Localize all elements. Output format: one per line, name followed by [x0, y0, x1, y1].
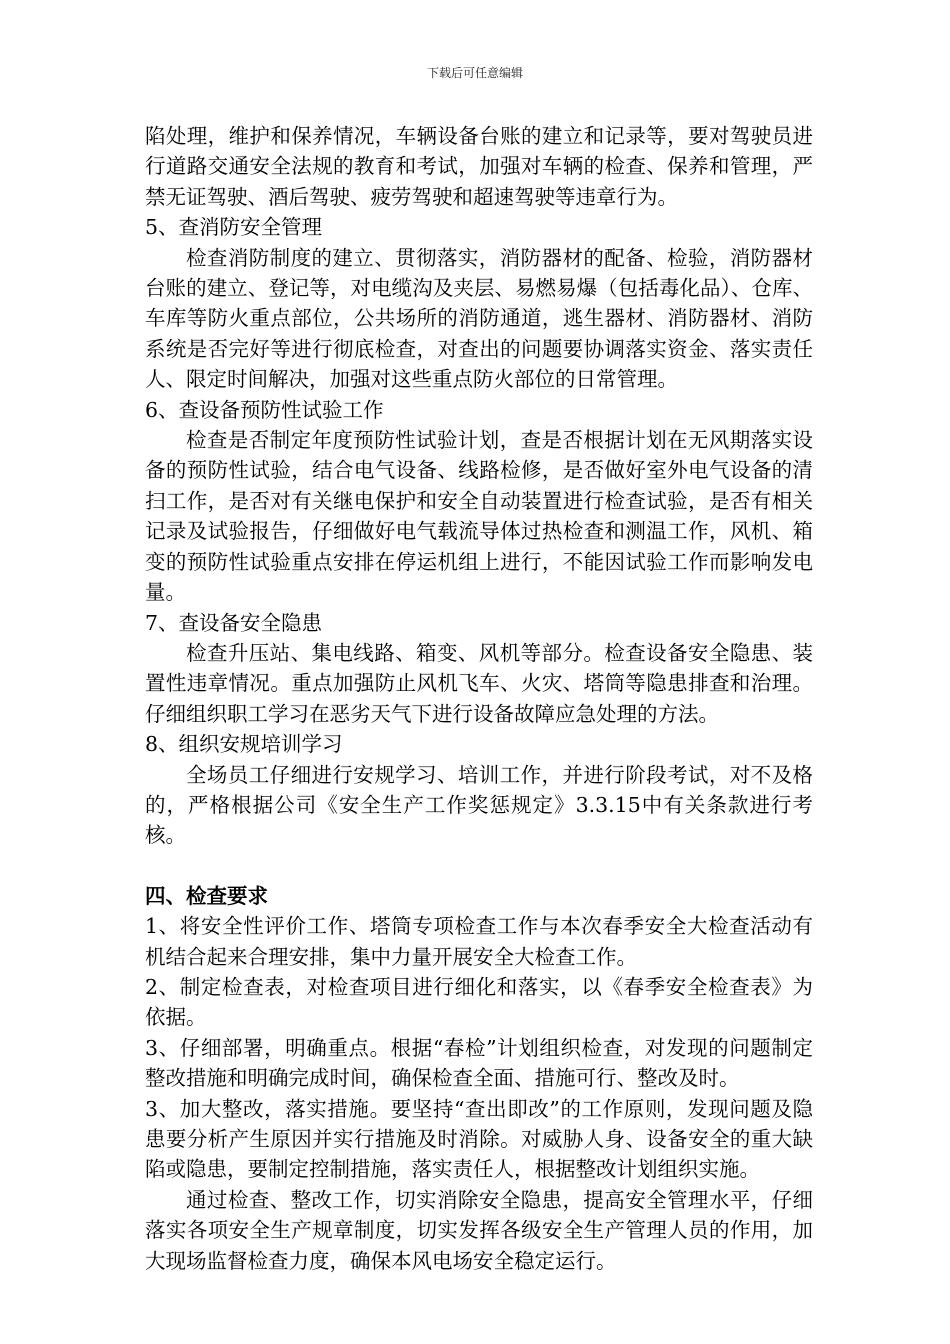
item-heading: 7、查设备安全隐患 — [145, 610, 323, 635]
section-title: 四、检查要求 — [145, 883, 268, 908]
section-gap — [145, 851, 813, 881]
closing-paragraph: 通过检查、整改工作，切实消除安全隐患，提高安全管理水平，仔细落实各项安全生产规章制度，切实发挥各级安全生产管理人员的作用，加大现场监督检查力度，确保本风电场安全稳定运行。 — [145, 1187, 813, 1273]
paragraph: 检查升压站、集电线路、箱变、风机等部分。检查设备安全隐患、装置性违章情况。重点加强防止风机飞车、火灾、塔筒等隐患排查和治理。仔细组织职工学习在恶劣天气下进行设备故障应急处理的方法。 — [145, 640, 813, 726]
paragraph: 检查消防制度的建立、贯彻落实，消防器材的配备、检验，消防器材台账的建立、登记等，对电缆沟及夹层、易燃易爆（包括毒化品）、仓库、车库等防火重点部位，公共场所的消防通道，逃生器材、消防器材、消防系统是否完好等进行彻底检查，对查出的问题要协调落实资金、落实责任人、限定时间解决，加强对这些重点防火部位的日常管理。 — [145, 245, 813, 392]
list-item: 3、仔细部署，明确重点。根据“春检”计划组织检查，对发现的问题制定整改措施和明确完成时间，确保检查全面、措施可行、整改及时。 — [145, 1035, 813, 1091]
item-heading: 5、查消防安全管理 — [145, 215, 323, 240]
list-item: 3、加大整改，落实措施。要坚持“查出即改”的工作原则，发现问题及隐患要分析产生原因并实行措施及时消除。对威胁人身、设备安全的重大缺陷或隐患，要制定控制措施，落实责任人，根据整改计划组织实施。 — [145, 1096, 813, 1182]
document-body — [145, 121, 813, 1276]
item-heading: 8、组织安规培训学习 — [145, 732, 343, 757]
paragraph: 全场员工仔细进行安规学习、培训工作，并进行阶段考试，对不及格的，严格根据公司《安全生产工作奖惩规定》3.3.15中有关条款进行考核。 — [145, 762, 813, 848]
paragraph: 检查是否制定年度预防性试验计划，查是否根据计划在无风期落实设备的预防性试验，结合电气设备、线路检修，是否做好室外电气设备的清扫工作，是否对有关继电保护和安全自动装置进行检查试验，是否有相关记录及试验报告，仔细做好电气载流导体过热检查和测温工作，风机、箱变的预防性试验重点安排在停运机组上进行，不能因试验工作而影响发电量。 — [145, 428, 813, 605]
item-heading: 6、查设备预防性试验工作 — [145, 397, 384, 422]
page-header: 下载后可任意编辑 — [426, 66, 523, 80]
list-item: 2、制定检查表，对检查项目进行细化和落实，以《春季安全检查表》为依据。 — [145, 974, 813, 1030]
paragraph: 陷处理，维护和保养情况，车辆设备台账的建立和记录等，要对驾驶员进行道路交通安全法规的教育和考试，加强对车辆的检查、保养和管理，严禁无证驾驶、酒后驾驶、疲劳驾驶和超速驾驶等违章行为。 — [145, 124, 813, 209]
list-item: 1、将安全性评价工作、塔筒专项检查工作与本次春季安全大检查活动有机结合起来合理安排，集中力量开展安全大检查工作。 — [145, 914, 813, 969]
